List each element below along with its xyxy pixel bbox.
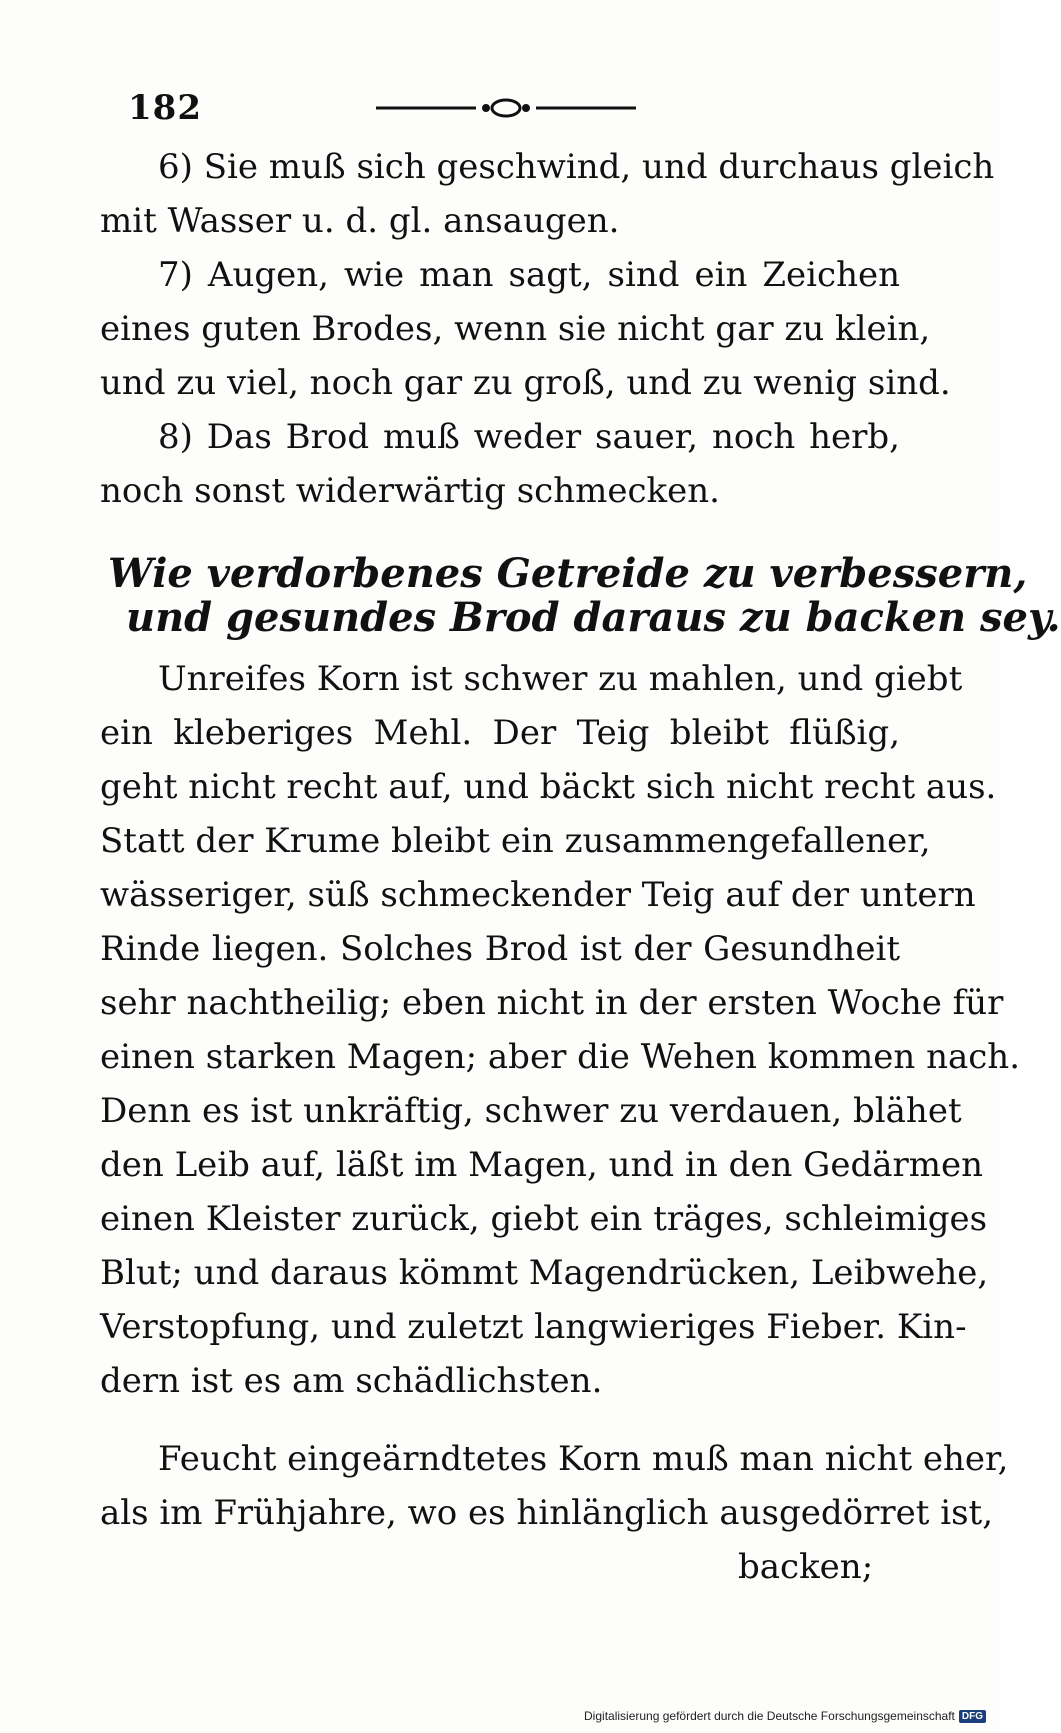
catchword: backen;: [738, 1547, 874, 1587]
text-line: Unreifes Korn ist schwer zu mahlen, und giebt: [158, 659, 963, 699]
text-line: Denn es ist unkräftig, schwer zu verdauen, blähet: [100, 1091, 962, 1131]
text-line: einen starken Magen; aber die Wehen kommen nach.: [100, 1037, 1021, 1077]
dfg-logo-icon: DFG: [959, 1710, 986, 1723]
section-heading-line: Wie verdorbenes Getreide zu verbessern,: [108, 550, 1028, 597]
text-line: ein kleberiges Mehl. Der Teig bleibt flüßig,: [100, 713, 900, 753]
digitization-credit: [584, 1709, 986, 1723]
section-heading-line: und gesundes Brod daraus zu backen sey.: [126, 594, 1061, 641]
page-header: [128, 88, 898, 128]
text-line: geht nicht recht auf, und bäckt sich nicht recht aus.: [100, 767, 997, 807]
text-line: und zu viel, noch gar zu groß, und zu wenig sind.: [100, 363, 951, 403]
text-line: Rinde liegen. Solches Brod ist der Gesundheit: [100, 929, 900, 969]
section-heading: [108, 550, 1061, 641]
text-line: Statt der Krume bleibt ein zusammengefallener,: [100, 821, 931, 861]
text-line: 6) Sie muß sich geschwind, und durchaus gleich: [158, 147, 995, 187]
page-number: 182: [128, 88, 202, 128]
text-line: sehr nachtheilig; eben nicht in der ersten Woche für: [100, 983, 1004, 1023]
text-line: Verstopfung, und zuletzt langwieriges Fieber. Kin-: [100, 1307, 967, 1347]
body-paragraph: [100, 652, 1021, 1408]
ornament-rule-icon: [376, 96, 636, 120]
text-line: einen Kleister zurück, giebt ein träges, schleimiges: [100, 1199, 988, 1239]
text-line: eines guten Brodes, wenn sie nicht gar zu klein,: [100, 309, 931, 349]
credit-text: Digitalisierung gefördert durch die Deutsche Forschungsgemeinschaft: [584, 1709, 955, 1723]
text-line: 8) Das Brod muß weder sauer, noch herb,: [158, 417, 900, 457]
numbered-paragraphs: [100, 140, 995, 518]
text-line: Blut; und daraus kömmt Magendrücken, Leibwehe,: [100, 1253, 989, 1293]
text-line: 7) Augen, wie man sagt, sind ein Zeichen: [158, 255, 900, 295]
text-line: mit Wasser u. d. gl. ansaugen.: [100, 201, 620, 241]
text-line: wässeriger, süß schmeckender Teig auf der untern: [100, 875, 976, 915]
text-line: als im Frühjahre, wo es hinlänglich ausgedörret ist,: [100, 1493, 994, 1533]
text-line: Feucht eingeärndtetes Korn muß man nicht eher,: [158, 1439, 1009, 1479]
text-line: noch sonst widerwärtig schmecken.: [100, 471, 720, 511]
closing-paragraph: [100, 1432, 1009, 1540]
text-line: dern ist es am schädlichsten.: [100, 1361, 603, 1401]
text-line: den Leib auf, läßt im Magen, und in den Gedärmen: [100, 1145, 983, 1185]
